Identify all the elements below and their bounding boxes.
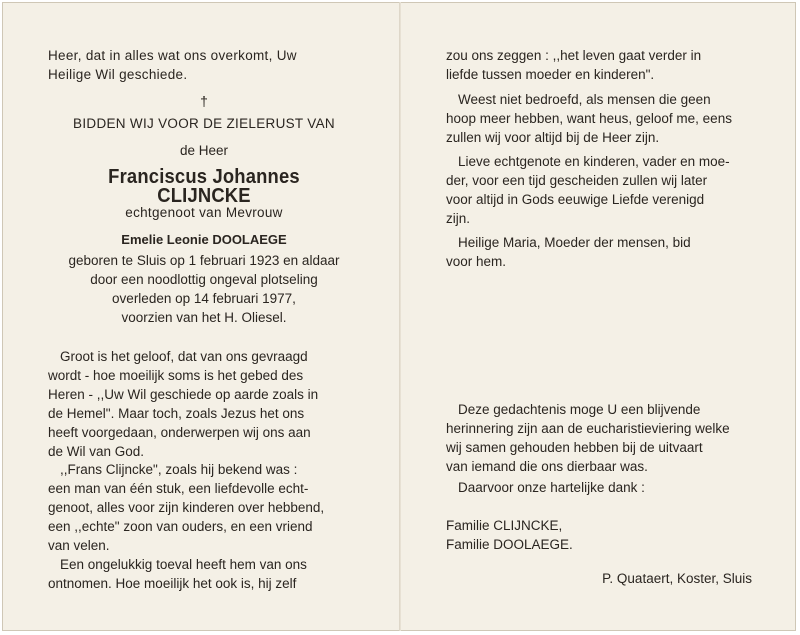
text-line: de Hemel". Maar toch, zoals Jezus het ons xyxy=(48,406,305,421)
text-line: Een ongelukkig toeval heeft hem van ons xyxy=(60,557,307,572)
text-line: liefde tussen moeder en kinderen". xyxy=(446,67,655,82)
paragraph-faith xyxy=(48,347,360,461)
spouse-intro: echtgenoot van Mevrouw xyxy=(125,205,283,220)
title: de Heer xyxy=(179,143,229,158)
paragraph-remembrance xyxy=(446,400,752,476)
text-line: der, voor een tijd gescheiden zullen wij later xyxy=(446,173,708,188)
printer-credit: P. Quataert, Koster, Sluis xyxy=(602,571,752,586)
text-line: hoop meer hebben, want heus, geloof me, eens xyxy=(446,111,732,126)
bio-line: voorzien van het H. Oliesel. xyxy=(121,310,287,325)
text-line: een ,,echte" zoon van ouders, en een vriend xyxy=(48,519,313,534)
text-line: van velen. xyxy=(48,538,110,553)
text-line: Groot is het geloof, dat van ons gevraagd xyxy=(60,349,308,364)
bio-line: geboren te Sluis op 1 februari 1923 en aldaar xyxy=(68,253,340,268)
paragraph-family xyxy=(446,152,752,228)
family-signatures xyxy=(446,516,752,554)
text-line: wordt - hoe moeilijk soms is het gebed des xyxy=(48,368,304,383)
text-line: genoot, alles voor zijn kinderen over hebbend, xyxy=(48,500,325,515)
text-line: wij samen gehouden hebben bij de uitvaart xyxy=(446,440,703,455)
text-line: herinnering zijn aan de eucharistieviering welke xyxy=(446,421,730,436)
deceased-name: Franciscus Johannes CLIJNCKE xyxy=(108,166,300,207)
text-line: Heren - ,,Uw Wil geschiede op aarde zoals in xyxy=(48,387,319,402)
text-line: ,,Frans Clijncke", zoals hij bekend was : xyxy=(60,462,298,477)
text-line: ontnomen. Hoe moeilijk het ook is, hij zelf xyxy=(48,576,297,591)
paragraph-frans xyxy=(48,460,360,555)
spouse-name: Emelie Leonie DOOLAEGE xyxy=(121,232,287,247)
paragraph-prayer xyxy=(446,233,752,271)
card-fold xyxy=(399,2,401,631)
text-line: zullen wij voor altijd bij de Heer zijn. xyxy=(446,130,660,145)
text-line: Weest niet bedroefd, als mensen die geen xyxy=(458,92,711,107)
text-line: heeft voorgedaan, onderwerpen wij ons aan xyxy=(48,425,311,440)
text-line: Lieve echtgenote en kinderen, vader en moe- xyxy=(458,154,730,169)
text-line: de Wil van God. xyxy=(48,444,145,459)
cross-icon: † xyxy=(200,93,208,109)
paragraph-accident xyxy=(48,555,360,593)
paragraph-quote xyxy=(446,46,752,84)
pray-heading: BIDDEN WIJ VOOR DE ZIELERUST VAN xyxy=(73,116,335,131)
intro-line: Heilige Wil geschiede. xyxy=(48,67,188,82)
text-line: voor hem. xyxy=(446,254,507,269)
family-clijncke: Familie CLIJNCKE, xyxy=(446,518,563,533)
bio-line: door een noodlottig ongeval plotseling xyxy=(90,272,318,287)
text-line: van iemand die ons dierbaar was. xyxy=(446,459,648,474)
bio xyxy=(48,251,360,327)
intro-text xyxy=(48,46,360,84)
text-line: zijn. xyxy=(446,211,471,226)
paragraph-grief xyxy=(446,90,752,147)
text-line: zou ons zeggen : ,,het leven gaat verder in xyxy=(446,48,702,63)
text-line: Heilige Maria, Moeder der mensen, bid xyxy=(458,235,691,250)
family-doolaege: Familie DOOLAEGE. xyxy=(446,537,573,552)
text-line: Deze gedachtenis moge U een blijvende xyxy=(458,402,701,417)
text-line: voor altijd in Gods eeuwige Liefde verenigd xyxy=(446,192,705,207)
thanks-line: Daarvoor onze hartelijke dank : xyxy=(458,480,645,495)
intro-line: Heer, dat in alles wat ons overkomt, Uw xyxy=(48,48,297,63)
text-line: een man van één stuk, een liefdevolle echt- xyxy=(48,481,309,496)
bio-line: overleden op 14 februari 1977, xyxy=(112,291,296,306)
